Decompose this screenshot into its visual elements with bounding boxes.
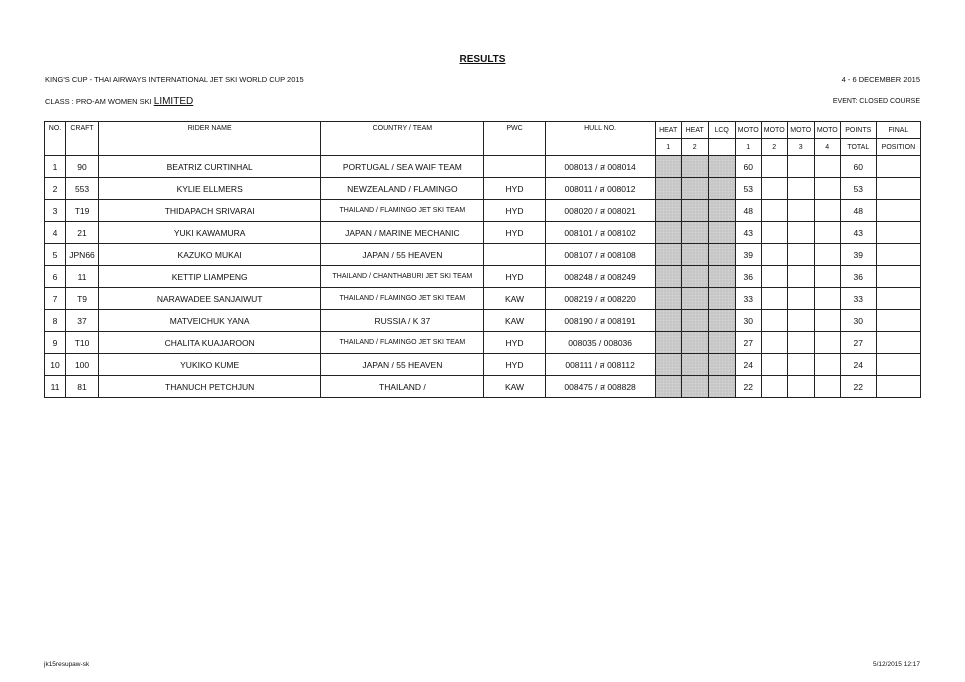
cell-pwc <box>484 244 545 266</box>
col-points: POINTS <box>840 122 876 139</box>
cell-no: 9 <box>45 332 66 354</box>
cell-lcq <box>708 178 735 200</box>
cell-craft: 90 <box>66 156 99 178</box>
cell-pwc: HYD <box>484 178 545 200</box>
cell-pwc: KAW <box>484 376 545 398</box>
cell-heat2 <box>681 376 708 398</box>
col-hull: HULL NO. <box>545 122 655 156</box>
cell-moto1: 24 <box>735 354 761 376</box>
cell-moto4 <box>814 288 840 310</box>
cell-moto3 <box>787 178 814 200</box>
footer-timestamp: 5/12/2015 12:17 <box>873 661 920 668</box>
cell-heat2 <box>681 244 708 266</box>
cell-hull: 008475 / ส 008828 <box>545 376 655 398</box>
col-moto4: MOTO <box>814 122 840 139</box>
cell-craft: JPN66 <box>66 244 99 266</box>
cell-hull: 008011 / ส 008012 <box>545 178 655 200</box>
cell-final <box>876 156 920 178</box>
cell-pwc: HYD <box>484 266 545 288</box>
cell-moto4 <box>814 266 840 288</box>
cell-moto3 <box>787 266 814 288</box>
cell-final <box>876 178 920 200</box>
cell-rider: KYLIE ELLMERS <box>99 178 321 200</box>
cell-total: 30 <box>840 310 876 332</box>
cell-heat2 <box>681 178 708 200</box>
cell-moto2 <box>761 266 787 288</box>
table-row <box>45 156 921 178</box>
cell-heat1 <box>655 200 681 222</box>
cell-pwc: HYD <box>484 332 545 354</box>
cell-moto3 <box>787 288 814 310</box>
cell-pwc: HYD <box>484 354 545 376</box>
cell-moto1: 53 <box>735 178 761 200</box>
cell-heat2 <box>681 354 708 376</box>
footer-file: jk15resupaw-sk <box>44 661 90 668</box>
col-lcq: LCQ <box>708 122 735 139</box>
class-prefix: CLASS : PRO-AM WOMEN SKI <box>45 97 154 106</box>
cell-no: 6 <box>45 266 66 288</box>
table-row <box>45 178 921 200</box>
cell-moto3 <box>787 244 814 266</box>
cell-no: 5 <box>45 244 66 266</box>
cell-moto3 <box>787 156 814 178</box>
cell-no: 2 <box>45 178 66 200</box>
cell-total: 22 <box>840 376 876 398</box>
cell-moto3 <box>787 376 814 398</box>
cell-country: THAILAND / FLAMINGO JET SKI TEAM <box>321 200 484 222</box>
cell-moto4 <box>814 310 840 332</box>
cell-heat2 <box>681 156 708 178</box>
cell-total: 43 <box>840 222 876 244</box>
col-moto1: MOTO <box>735 122 761 139</box>
cell-moto2 <box>761 376 787 398</box>
cell-country: THAILAND / CHANTHABURI JET SKI TEAM <box>321 266 484 288</box>
cell-heat2 <box>681 288 708 310</box>
cell-heat2 <box>681 266 708 288</box>
col-moto2: MOTO <box>761 122 787 139</box>
cell-craft: 21 <box>66 222 99 244</box>
cell-moto4 <box>814 354 840 376</box>
cell-final <box>876 376 920 398</box>
cell-total: 24 <box>840 354 876 376</box>
cell-lcq <box>708 288 735 310</box>
col-moto1-num: 1 <box>735 139 761 156</box>
cell-moto4 <box>814 244 840 266</box>
cell-craft: T9 <box>66 288 99 310</box>
col-points-total: TOTAL <box>840 139 876 156</box>
cell-country: NEWZEALAND / FLAMINGO <box>321 178 484 200</box>
cell-lcq <box>708 244 735 266</box>
cell-final <box>876 332 920 354</box>
results-title: RESULTS <box>459 54 506 65</box>
results-body <box>45 156 921 398</box>
table-row <box>45 266 921 288</box>
cell-moto3 <box>787 354 814 376</box>
cell-moto1: 22 <box>735 376 761 398</box>
cell-moto2 <box>761 244 787 266</box>
cell-final <box>876 244 920 266</box>
cell-moto2 <box>761 156 787 178</box>
cell-hull: 008190 / ส 008191 <box>545 310 655 332</box>
col-lcq-blank <box>708 139 735 156</box>
cell-rider: KETTIP LIAMPENG <box>99 266 321 288</box>
col-final: FINAL <box>876 122 920 139</box>
cell-heat1 <box>655 222 681 244</box>
cell-hull: 008111 / ส 008112 <box>545 354 655 376</box>
col-moto3-num: 3 <box>787 139 814 156</box>
cell-pwc: KAW <box>484 288 545 310</box>
cell-lcq <box>708 332 735 354</box>
col-heat2: HEAT <box>681 122 708 139</box>
cell-country: RUSSIA / K 37 <box>321 310 484 332</box>
col-moto2-num: 2 <box>761 139 787 156</box>
cell-lcq <box>708 310 735 332</box>
class-label <box>45 96 193 107</box>
cell-lcq <box>708 156 735 178</box>
cell-rider: NARAWADEE SANJAIWUT <box>99 288 321 310</box>
cell-moto1: 39 <box>735 244 761 266</box>
cell-final <box>876 200 920 222</box>
cell-total: 36 <box>840 266 876 288</box>
cell-country: THAILAND / <box>321 376 484 398</box>
col-rider: RIDER NAME <box>99 122 321 156</box>
cell-pwc <box>484 156 545 178</box>
cell-pwc: HYD <box>484 200 545 222</box>
cell-lcq <box>708 354 735 376</box>
cell-heat1 <box>655 332 681 354</box>
cell-hull: 008248 / ส 008249 <box>545 266 655 288</box>
cell-craft: T19 <box>66 200 99 222</box>
cell-hull: 008219 / ส 008220 <box>545 288 655 310</box>
cell-heat1 <box>655 266 681 288</box>
cell-final <box>876 222 920 244</box>
cell-heat2 <box>681 310 708 332</box>
cell-no: 11 <box>45 376 66 398</box>
cell-moto4 <box>814 156 840 178</box>
cell-heat1 <box>655 376 681 398</box>
cell-hull: 008013 / ส 008014 <box>545 156 655 178</box>
cell-no: 7 <box>45 288 66 310</box>
cell-lcq <box>708 266 735 288</box>
cell-country: THAILAND / FLAMINGO JET SKI TEAM <box>321 332 484 354</box>
table-row <box>45 200 921 222</box>
cell-craft: T10 <box>66 332 99 354</box>
results-table <box>44 121 921 398</box>
table-row <box>45 354 921 376</box>
cell-heat1 <box>655 178 681 200</box>
cell-moto2 <box>761 222 787 244</box>
cell-moto4 <box>814 376 840 398</box>
cell-moto1: 30 <box>735 310 761 332</box>
col-final-position: POSITION <box>876 139 920 156</box>
cell-country: JAPAN / MARINE MECHANIC <box>321 222 484 244</box>
cell-moto2 <box>761 354 787 376</box>
col-moto4-num: 4 <box>814 139 840 156</box>
cell-moto1: 36 <box>735 266 761 288</box>
cell-moto2 <box>761 288 787 310</box>
cell-moto2 <box>761 178 787 200</box>
cell-heat2 <box>681 200 708 222</box>
table-row <box>45 222 921 244</box>
cell-moto1: 43 <box>735 222 761 244</box>
cell-total: 39 <box>840 244 876 266</box>
cell-country: JAPAN / 55 HEAVEN <box>321 354 484 376</box>
cell-total: 60 <box>840 156 876 178</box>
cell-craft: 11 <box>66 266 99 288</box>
cell-rider: YUKI KAWAMURA <box>99 222 321 244</box>
cell-moto3 <box>787 310 814 332</box>
cell-moto2 <box>761 200 787 222</box>
col-no: NO. <box>45 122 66 156</box>
cell-moto4 <box>814 332 840 354</box>
cell-hull: 008035 / 008036 <box>545 332 655 354</box>
cell-moto1: 27 <box>735 332 761 354</box>
cell-heat1 <box>655 244 681 266</box>
cell-moto3 <box>787 222 814 244</box>
cell-moto1: 48 <box>735 200 761 222</box>
cell-country: THAILAND / FLAMINGO JET SKI TEAM <box>321 288 484 310</box>
col-heat1: HEAT <box>655 122 681 139</box>
cell-heat2 <box>681 222 708 244</box>
col-craft: CRAFT <box>66 122 99 156</box>
cell-rider: THIDAPACH SRIVARAI <box>99 200 321 222</box>
cell-moto3 <box>787 200 814 222</box>
cell-moto4 <box>814 222 840 244</box>
cell-total: 33 <box>840 288 876 310</box>
event-type: EVENT: CLOSED COURSE <box>832 98 920 105</box>
cell-moto4 <box>814 200 840 222</box>
cell-hull: 008101 / ส 008102 <box>545 222 655 244</box>
cell-craft: 37 <box>66 310 99 332</box>
table-row <box>45 244 921 266</box>
col-heat1-num: 1 <box>655 139 681 156</box>
cell-lcq <box>708 376 735 398</box>
cell-craft: 100 <box>66 354 99 376</box>
col-moto3: MOTO <box>787 122 814 139</box>
cell-no: 3 <box>45 200 66 222</box>
cell-lcq <box>708 200 735 222</box>
header-row-1 <box>45 122 921 139</box>
cell-moto1: 60 <box>735 156 761 178</box>
cell-no: 4 <box>45 222 66 244</box>
cell-hull: 008020 / ส 008021 <box>545 200 655 222</box>
cell-rider: BEATRIZ CURTINHAL <box>99 156 321 178</box>
cell-moto1: 33 <box>735 288 761 310</box>
cell-rider: CHALITA KUAJAROON <box>99 332 321 354</box>
cell-heat1 <box>655 354 681 376</box>
table-row <box>45 376 921 398</box>
cell-final <box>876 354 920 376</box>
cell-no: 10 <box>45 354 66 376</box>
cell-craft: 81 <box>66 376 99 398</box>
cell-moto4 <box>814 178 840 200</box>
event-name: KING'S CUP - THAI AIRWAYS INTERNATIONAL JET SKI WORLD CUP 2015 <box>45 75 304 84</box>
cell-heat1 <box>655 310 681 332</box>
cell-pwc: KAW <box>484 310 545 332</box>
cell-moto3 <box>787 332 814 354</box>
class-limited: LIMITED <box>153 96 194 107</box>
cell-no: 1 <box>45 156 66 178</box>
cell-heat2 <box>681 332 708 354</box>
cell-rider: MATVEICHUK YANA <box>99 310 321 332</box>
cell-total: 53 <box>840 178 876 200</box>
cell-country: JAPAN / 55 HEAVEN <box>321 244 484 266</box>
col-pwc: PWC <box>484 122 545 156</box>
cell-rider: YUKIKO KUME <box>99 354 321 376</box>
cell-moto2 <box>761 310 787 332</box>
table-row <box>45 310 921 332</box>
table-row <box>45 332 921 354</box>
cell-total: 27 <box>840 332 876 354</box>
cell-heat1 <box>655 288 681 310</box>
cell-country: PORTUGAL / SEA WAIF TEAM <box>321 156 484 178</box>
cell-lcq <box>708 222 735 244</box>
cell-no: 8 <box>45 310 66 332</box>
cell-heat1 <box>655 156 681 178</box>
col-country: COUNTRY / TEAM <box>321 122 484 156</box>
cell-rider: KAZUKO MUKAI <box>99 244 321 266</box>
cell-final <box>876 288 920 310</box>
cell-pwc: HYD <box>484 222 545 244</box>
col-heat2-num: 2 <box>681 139 708 156</box>
cell-rider: THANUCH PETCHJUN <box>99 376 321 398</box>
cell-craft: 553 <box>66 178 99 200</box>
cell-hull: 008107 / ส 008108 <box>545 244 655 266</box>
cell-total: 48 <box>840 200 876 222</box>
cell-moto2 <box>761 332 787 354</box>
event-dates: 4 - 6 DECEMBER 2015 <box>841 75 920 84</box>
table-row <box>45 288 921 310</box>
cell-final <box>876 266 920 288</box>
cell-final <box>876 310 920 332</box>
